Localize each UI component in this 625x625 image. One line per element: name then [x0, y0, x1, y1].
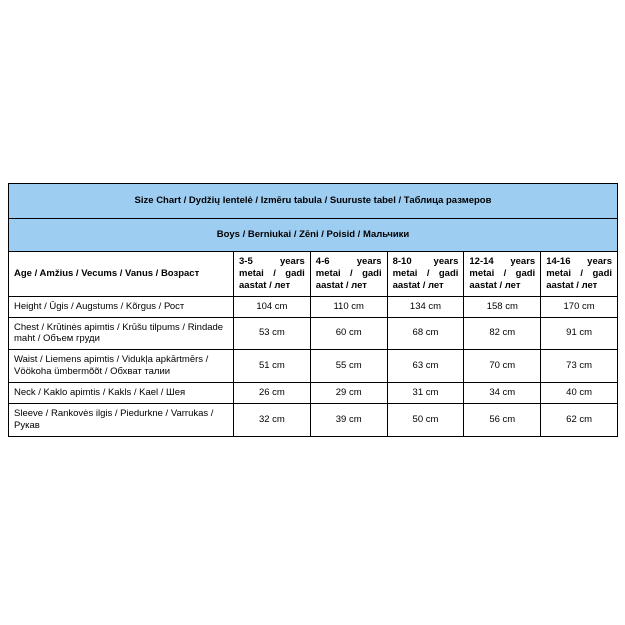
cell-sleeve-2: 50 cm: [387, 403, 464, 436]
table-row-gender: [9, 219, 618, 252]
cell-chest-0: 53 cm: [234, 317, 311, 350]
row-label-chest: Chest / Krūtinės apimtis / Krūšu tilpums / Rindade maht / Объем груди: [9, 317, 234, 350]
table-row: [9, 296, 618, 317]
cell-waist-1: 55 cm: [310, 350, 387, 383]
cell-height-4: 170 cm: [541, 296, 618, 317]
size-chart-container: [8, 183, 617, 437]
cell-chest-3: 82 cm: [464, 317, 541, 350]
cell-height-3: 158 cm: [464, 296, 541, 317]
age-column-4: [541, 252, 618, 297]
cell-sleeve-1: 39 cm: [310, 403, 387, 436]
row-label-height: Height / Ūgis / Augstums / Kõrgus / Рост: [9, 296, 234, 317]
cell-chest-4: 91 cm: [541, 317, 618, 350]
cell-sleeve-4: 62 cm: [541, 403, 618, 436]
age-column-1-line1: 4-6 years: [315, 256, 382, 267]
age-column-2: [387, 252, 464, 297]
row-label-waist: Waist / Liemens apimtis / Vidukļa apkārtmērs / Vöökoha ümbermõõt / Обхват талии: [9, 350, 234, 383]
cell-waist-4: 73 cm: [541, 350, 618, 383]
cell-waist-3: 70 cm: [464, 350, 541, 383]
cell-waist-0: 51 cm: [234, 350, 311, 383]
age-column-3: [464, 252, 541, 297]
cell-sleeve-0: 32 cm: [234, 403, 311, 436]
age-column-1-line3: aastat / лет: [315, 279, 367, 291]
age-column-0: [234, 252, 311, 297]
cell-height-2: 134 cm: [387, 296, 464, 317]
age-column-1: [310, 252, 387, 297]
table-row: [9, 403, 618, 436]
age-column-3-line2: metai / gadi: [469, 267, 536, 279]
cell-height-0: 104 cm: [234, 296, 311, 317]
cell-chest-2: 68 cm: [387, 317, 464, 350]
table-row-age: [9, 252, 618, 297]
size-chart-table: [8, 183, 618, 437]
cell-neck-2: 31 cm: [387, 383, 464, 404]
age-column-4-line1: 14-16 years: [546, 256, 613, 267]
age-column-4-line2: metai / gadi: [546, 267, 613, 279]
table-row: [9, 350, 618, 383]
age-column-0-line3: aastat / лет: [239, 279, 291, 291]
age-column-3-line1: 12-14 years: [469, 256, 536, 267]
chart-title: Size Chart / Dydžių lentelė / Izmēru tabula / Suuruste tabel / Таблица размеров: [9, 184, 618, 219]
age-column-0-line1: 3-5 years: [239, 256, 305, 267]
age-column-2-line3: aastat / лет: [392, 279, 444, 291]
age-column-2-line1: 8-10 years: [392, 256, 459, 267]
table-row-title: [9, 184, 618, 219]
age-row-label: Age / Amžius / Vecums / Vanus / Возраст: [9, 252, 234, 297]
age-column-4-line3: aastat / лет: [546, 279, 598, 291]
cell-waist-2: 63 cm: [387, 350, 464, 383]
age-column-3-line3: aastat / лет: [469, 279, 521, 291]
age-column-0-line2: metai / gadi: [239, 267, 305, 279]
row-label-neck: Neck / Kaklo apimtis / Kakls / Kael / Шея: [9, 383, 234, 404]
row-label-sleeve: Sleeve / Rankovės ilgis / Piedurkne / Varrukas / Рукав: [9, 403, 234, 436]
table-row: [9, 317, 618, 350]
table-row: [9, 383, 618, 404]
age-column-2-line2: metai / gadi: [392, 267, 459, 279]
cell-chest-1: 60 cm: [310, 317, 387, 350]
cell-height-1: 110 cm: [310, 296, 387, 317]
cell-neck-3: 34 cm: [464, 383, 541, 404]
cell-neck-4: 40 cm: [541, 383, 618, 404]
cell-neck-1: 29 cm: [310, 383, 387, 404]
gender-header: Boys / Berniukai / Zēni / Poisid / Мальчики: [9, 219, 618, 252]
age-column-1-line2: metai / gadi: [315, 267, 382, 279]
cell-sleeve-3: 56 cm: [464, 403, 541, 436]
cell-neck-0: 26 cm: [234, 383, 311, 404]
